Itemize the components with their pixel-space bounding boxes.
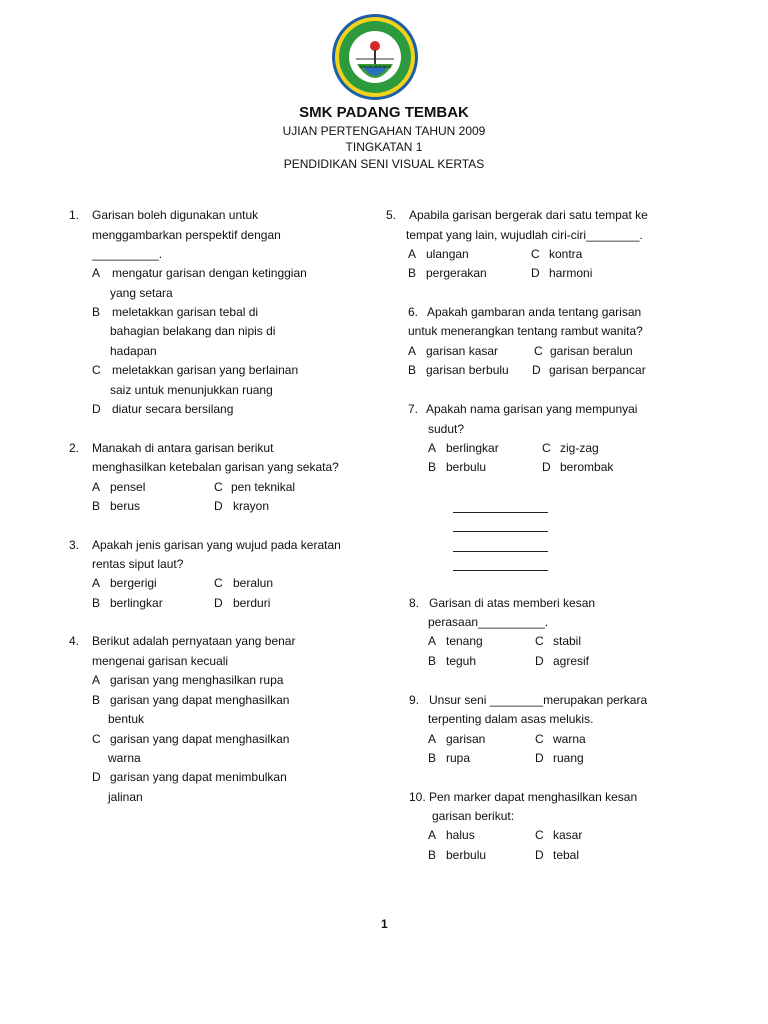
option-text: tebal bbox=[553, 848, 580, 862]
option-letter: D bbox=[92, 770, 101, 784]
option-letter: D bbox=[531, 266, 540, 280]
option-letter: B bbox=[92, 596, 101, 610]
option-letter: B bbox=[428, 654, 437, 668]
question-text: Apakah nama garisan yang mempunyai bbox=[426, 402, 638, 416]
option-letter: A bbox=[92, 576, 101, 590]
question-text: menghasilkan ketebalan garisan yang sekata? bbox=[92, 460, 339, 474]
option-text: harmoni bbox=[549, 266, 593, 280]
question-text: Unsur seni ________merupakan perkara bbox=[429, 693, 648, 707]
option-letter: B bbox=[92, 693, 101, 707]
option-text: warna bbox=[553, 732, 586, 746]
question-text: mengenai garisan kecuali bbox=[92, 654, 229, 668]
option-text: berbulu bbox=[446, 460, 487, 474]
option-letter: D bbox=[92, 402, 101, 416]
option-text: pensel bbox=[110, 480, 146, 494]
question-number: 4. bbox=[69, 634, 80, 648]
question-text: terpenting dalam asas melukis. bbox=[428, 712, 594, 726]
line-illustration bbox=[453, 551, 548, 552]
option-letter: D bbox=[535, 654, 544, 668]
question-text: Pen marker dapat menghasilkan kesan bbox=[429, 790, 638, 804]
option-letter: A bbox=[428, 441, 437, 455]
option-text: rupa bbox=[446, 751, 471, 765]
option-text: warna bbox=[108, 751, 141, 765]
option-letter: B bbox=[428, 848, 437, 862]
option-letter: D bbox=[214, 499, 223, 513]
option-letter: C bbox=[542, 441, 551, 455]
line-illustration bbox=[453, 570, 548, 571]
option-text: garisan kasar bbox=[426, 344, 499, 358]
option-letter: B bbox=[408, 266, 417, 280]
question-text: sudut? bbox=[428, 422, 465, 436]
question-text: Apakah gambaran anda tentang garisan bbox=[427, 305, 642, 319]
option-letter: C bbox=[214, 576, 223, 590]
question-number: 1. bbox=[69, 208, 80, 222]
option-text: jalinan bbox=[108, 790, 143, 804]
option-text: garisan bbox=[446, 732, 486, 746]
option-letter: C bbox=[214, 480, 223, 494]
option-text: agresif bbox=[553, 654, 590, 668]
option-text: saiz untuk menunjukkan ruang bbox=[110, 383, 273, 397]
option-text: stabil bbox=[553, 634, 582, 648]
option-letter: A bbox=[92, 480, 101, 494]
option-text: berus bbox=[110, 499, 141, 513]
question-text: Garisan di atas memberi kesan bbox=[429, 596, 596, 610]
option-letter: A bbox=[408, 344, 417, 358]
option-letter: A bbox=[408, 247, 417, 261]
option-letter: A bbox=[92, 673, 101, 687]
option-letter: B bbox=[92, 305, 101, 319]
option-text: kontra bbox=[549, 247, 583, 261]
question-text: menggambarkan perspektif dengan bbox=[92, 228, 281, 242]
option-letter: D bbox=[535, 848, 544, 862]
option-text: bentuk bbox=[108, 712, 145, 726]
option-text: bahagian belakang dan nipis di bbox=[110, 324, 276, 338]
exam-title: UJIAN PERTENGAHAN TAHUN 2009 bbox=[282, 124, 486, 138]
option-letter: A bbox=[92, 266, 101, 280]
option-text: berlingkar bbox=[446, 441, 499, 455]
subject-title: PENDIDIKAN SENI VISUAL KERTAS bbox=[283, 157, 485, 171]
question-number: 9. bbox=[409, 693, 420, 707]
option-text: pen teknikal bbox=[231, 480, 296, 494]
question-text: Berikut adalah pernyataan yang benar bbox=[92, 634, 296, 648]
option-letter: C bbox=[535, 634, 544, 648]
question-text: rentas siput laut? bbox=[92, 557, 184, 571]
option-letter: C bbox=[92, 732, 101, 746]
option-text: garisan yang menghasilkan rupa bbox=[110, 673, 284, 687]
option-text: meletakkan garisan tebal di bbox=[112, 305, 259, 319]
option-text: kasar bbox=[553, 828, 583, 842]
option-letter: C bbox=[534, 344, 543, 358]
option-letter: B bbox=[428, 751, 437, 765]
option-letter: D bbox=[535, 751, 544, 765]
option-letter: B bbox=[408, 363, 417, 377]
option-text: pergerakan bbox=[426, 266, 487, 280]
question-number: 10. bbox=[409, 790, 426, 804]
option-text: diatur secara bersilang bbox=[112, 402, 234, 416]
option-text: hadapan bbox=[110, 344, 157, 358]
option-text: berombak bbox=[560, 460, 614, 474]
option-text: garisan berbulu bbox=[426, 363, 509, 377]
option-text: meletakkan garisan yang berlainan bbox=[112, 363, 299, 377]
question-text: __________. bbox=[92, 247, 163, 261]
question-text: untuk menerangkan tentang rambut wanita? bbox=[408, 324, 643, 338]
option-text: berduri bbox=[233, 596, 271, 610]
question-text: Apakah jenis garisan yang wujud pada keratan bbox=[92, 538, 341, 552]
option-letter: A bbox=[428, 732, 437, 746]
school-crest-logo bbox=[330, 12, 420, 102]
option-letter: C bbox=[92, 363, 101, 377]
option-text: garisan beralun bbox=[550, 344, 633, 358]
option-text: bergerigi bbox=[110, 576, 157, 590]
option-letter: C bbox=[535, 732, 544, 746]
option-text: garisan yang dapat menghasilkan bbox=[110, 693, 290, 707]
option-text: tenang bbox=[446, 634, 483, 648]
page-number: 1 bbox=[381, 917, 388, 931]
option-letter: C bbox=[535, 828, 544, 842]
question-number: 2. bbox=[69, 441, 80, 455]
question-text: garisan berikut: bbox=[432, 809, 515, 823]
question-text: tempat yang lain, wujudlah ciri-ciri________. bbox=[406, 228, 643, 242]
question-text: perasaan__________. bbox=[428, 615, 549, 629]
option-text: zig-zag bbox=[560, 441, 599, 455]
option-text: garisan berpancar bbox=[549, 363, 646, 377]
question-number: 5. bbox=[386, 208, 397, 222]
question-number: 7. bbox=[408, 402, 419, 416]
option-text: beralun bbox=[233, 576, 274, 590]
question-number: 8. bbox=[409, 596, 420, 610]
question-text: Apabila garisan bergerak dari satu tempat ke bbox=[409, 208, 648, 222]
question-text: Garisan boleh digunakan untuk bbox=[92, 208, 259, 222]
option-text: halus bbox=[446, 828, 475, 842]
line-illustration bbox=[453, 531, 548, 532]
logo-motto-text: TEKUN BERJAYA bbox=[358, 64, 392, 69]
option-text: yang setara bbox=[110, 286, 173, 300]
option-text: garisan yang dapat menghasilkan bbox=[110, 732, 290, 746]
option-letter: B bbox=[92, 499, 101, 513]
question-text: Manakah di antara garisan berikut bbox=[92, 441, 274, 455]
option-text: garisan yang dapat menimbulkan bbox=[110, 770, 287, 784]
question-number: 6. bbox=[408, 305, 419, 319]
option-text: ruang bbox=[553, 751, 584, 765]
option-letter: B bbox=[428, 460, 437, 474]
line-illustration bbox=[453, 512, 548, 513]
option-text: krayon bbox=[233, 499, 270, 513]
option-letter: A bbox=[428, 828, 437, 842]
school-name: SMK PADANG TEMBAK bbox=[299, 104, 469, 121]
option-text: ulangan bbox=[426, 247, 469, 261]
option-text: berlingkar bbox=[110, 596, 163, 610]
form-level: TINGKATAN 1 bbox=[345, 140, 423, 154]
option-letter: C bbox=[531, 247, 540, 261]
option-text: mengatur garisan dengan ketinggian bbox=[112, 266, 307, 280]
option-letter: D bbox=[542, 460, 551, 474]
option-letter: A bbox=[428, 634, 437, 648]
option-letter: D bbox=[532, 363, 541, 377]
option-text: berbulu bbox=[446, 848, 487, 862]
option-letter: D bbox=[214, 596, 223, 610]
option-text: teguh bbox=[446, 654, 477, 668]
question-number: 3. bbox=[69, 538, 80, 552]
